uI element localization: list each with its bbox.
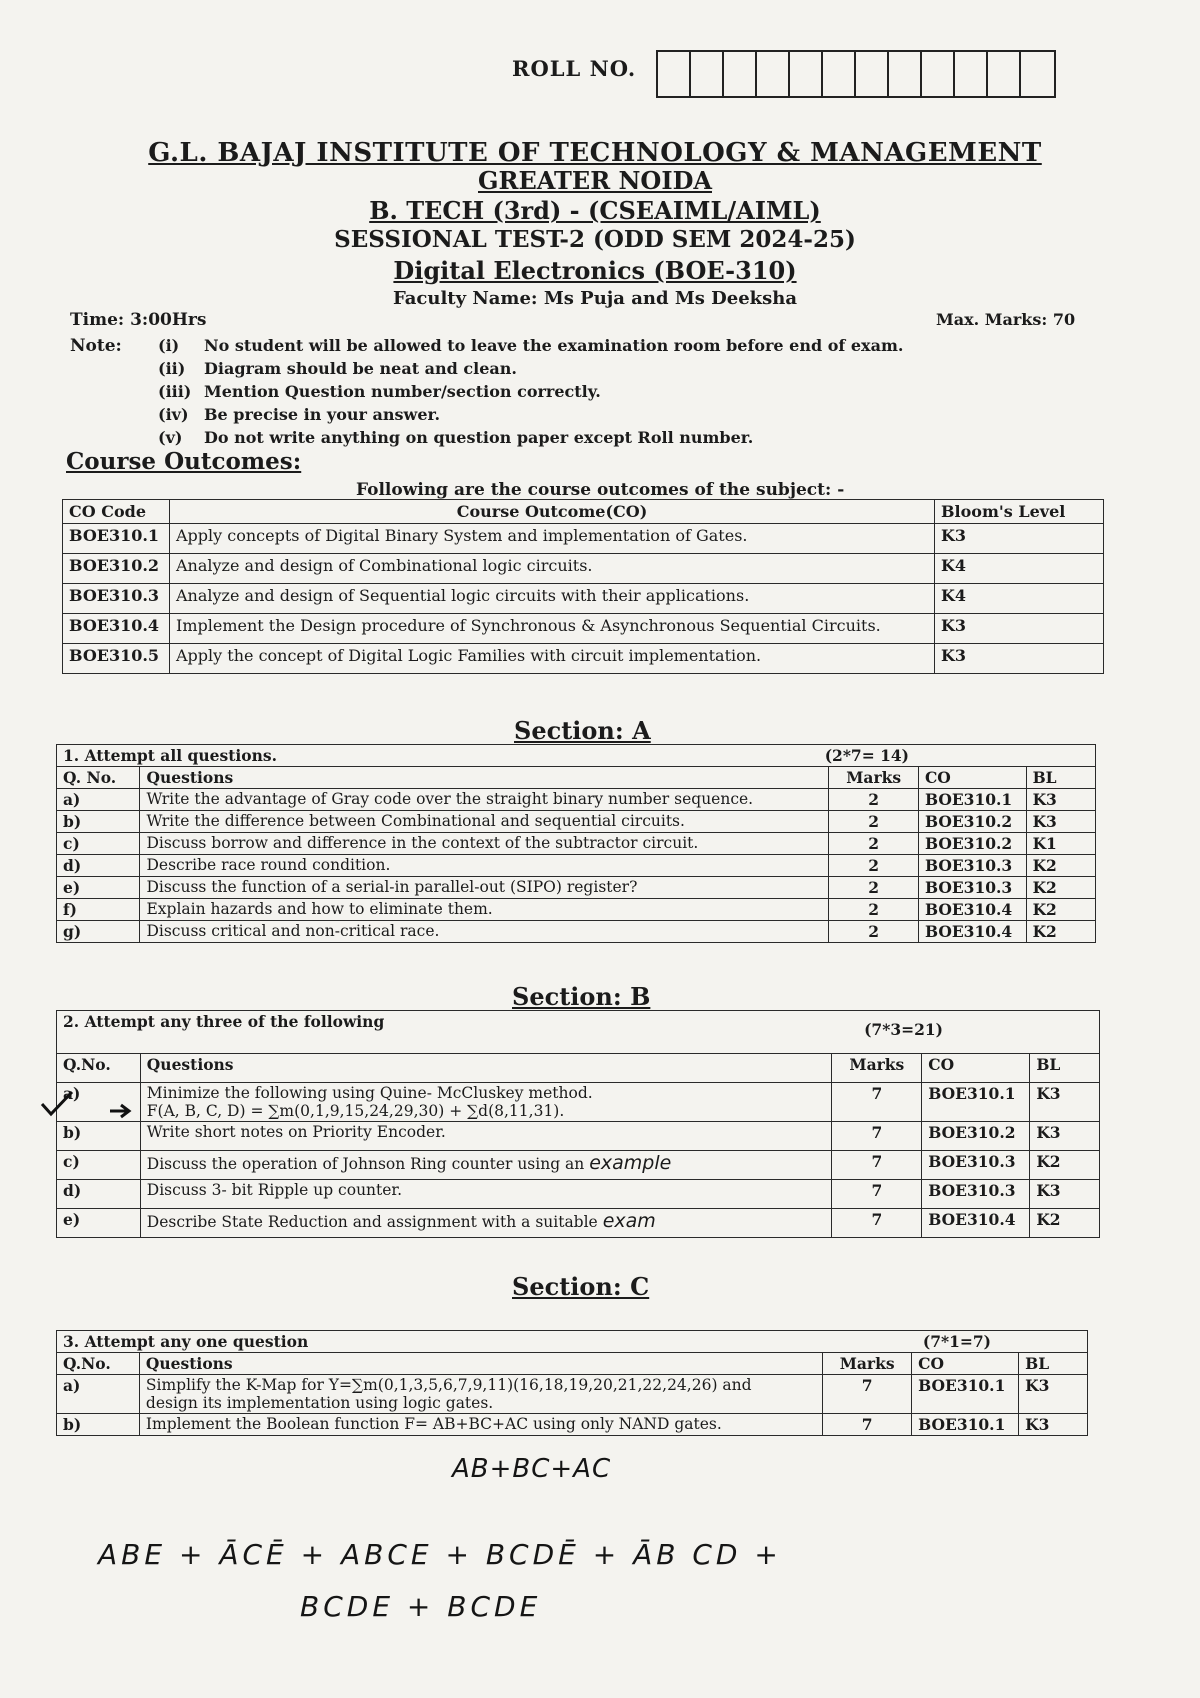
table-cell: d) [57,1180,141,1209]
table-cell: g) [57,921,140,943]
table-cell: Q.No. [57,1054,141,1083]
table-cell: a) [57,1375,140,1414]
table-header-row [57,1054,1100,1083]
table-cell: BOE310.3 [918,877,1026,899]
table-cell: Marks [832,1054,922,1083]
table-cell: Marks [829,767,919,789]
subject-title: Digital Electronics (BOE-310) [393,256,797,285]
table-cell: 7 [832,1151,922,1180]
table-cell: BOE310.4 [63,614,170,644]
section-c-instruction: 3. Attempt any one question [63,1332,309,1351]
table-cell: BOE310.4 [918,899,1026,921]
table-row [57,1375,1088,1414]
table-cell: 7 [832,1122,922,1151]
roll-number-box[interactable] [757,52,790,96]
table-cell: BOE310.1 [912,1375,1019,1414]
table-cell: b) [57,1122,141,1151]
course-outcomes-table [62,499,1104,674]
note-label: Note: [70,336,122,356]
table-cell: Implement the Design procedure of Synchronous & Asynchronous Sequential Circuits. [170,614,935,644]
table-row [57,877,1096,899]
section-b-table [56,1010,1100,1238]
table-cell: BOE310.2 [918,811,1026,833]
note-item: (ii) Diagram should be neat and clean. [158,359,517,378]
table-row [57,855,1096,877]
table-cell: 7 [832,1209,922,1238]
table-cell: Write short notes on Priority Encoder. [140,1122,832,1151]
section-a-table [56,744,1096,943]
exam-time: Time: 3:00Hrs [70,310,207,330]
roll-number-box[interactable] [823,52,856,96]
table-cell: b) [57,1414,140,1436]
instruction-row [57,745,1096,767]
question-text: design its implementation using logic gates. [145,1394,494,1412]
table-row [57,899,1096,921]
table-cell: BOE310.1 [63,524,170,554]
table-row [57,1083,1100,1122]
table-header-row [57,767,1096,789]
handwritten-expression: AB+BC+AC [452,1454,612,1484]
table-cell [57,1011,1100,1054]
question-text: Minimize the following using Quine- McCluskey method. [146,1084,593,1102]
table-cell: 2 [829,877,919,899]
table-cell: f) [57,899,140,921]
exam-title: SESSIONAL TEST-2 (ODD SEM 2024-25) [334,226,856,253]
table-cell: K3 [1030,1122,1100,1151]
table-cell: BOE310.1 [918,789,1026,811]
institute-city: GREATER NOIDA [478,166,712,195]
table-cell: K3 [935,524,1104,554]
program-name: B. TECH (3rd) - (CSEAIML/AIML) [369,196,821,225]
question-text: Describe State Reduction and assignment with a suitable [146,1213,598,1231]
roll-number-box[interactable] [988,52,1021,96]
column-header: CO Code [63,500,170,524]
table-cell [140,1151,832,1180]
table-cell: Q. No. [57,767,140,789]
table-cell: 7 [832,1083,922,1122]
handwritten-annotation: example [589,1152,672,1174]
table-row [57,1414,1088,1436]
table-cell: Write the difference between Combinational and sequential circuits. [140,811,829,833]
table-cell: BOE310.3 [922,1151,1030,1180]
table-cell: K2 [1026,899,1095,921]
table-cell: CO [922,1054,1030,1083]
table-cell [140,1083,832,1122]
section-b-marks-formula: (7*3=21) [864,1020,943,1039]
section-c-marks-formula: (7*1=7) [922,1332,991,1351]
table-cell: 2 [829,855,919,877]
table-cell: Discuss borrow and difference in the context of the subtractor circuit. [140,833,829,855]
table-row [57,833,1096,855]
table-row [57,789,1096,811]
faculty-name: Faculty Name: Ms Puja and Ms Deeksha [392,288,798,309]
table-cell: 2 [829,899,919,921]
roll-number-box[interactable] [790,52,823,96]
table-cell: Analyze and design of Sequential logic circuits with their applications. [170,584,935,614]
roll-number-box[interactable] [922,52,955,96]
table-cell: e) [57,877,140,899]
table-cell: BOE310.1 [912,1414,1019,1436]
roll-number-box[interactable] [856,52,889,96]
table-cell: K3 [1026,789,1095,811]
table-cell: Implement the Boolean function F= AB+BC+AC using only NAND gates. [139,1414,822,1436]
question-text: Discuss the operation of Johnson Ring counter using an [146,1155,585,1173]
section-c-title: Section: C [512,1272,650,1301]
table-cell [57,1331,1088,1353]
table-cell: Questions [140,767,829,789]
table-cell: K3 [935,614,1104,644]
table-cell: Apply concepts of Digital Binary System and implementation of Gates. [170,524,935,554]
max-marks: Max. Marks: 70 [936,310,1076,329]
table-row [57,1151,1100,1180]
section-a-marks-formula: (2*7= 14) [824,746,909,765]
table-cell: BOE310.2 [922,1122,1030,1151]
table-row [63,614,1104,644]
table-cell: Discuss 3- bit Ripple up counter. [140,1180,832,1209]
table-cell: BL [1030,1054,1100,1083]
roll-number-boxes[interactable] [656,50,1056,98]
table-cell: Discuss the function of a serial-in parallel-out (SIPO) register? [140,877,829,899]
table-cell: Describe race round condition. [140,855,829,877]
table-cell [57,745,1096,767]
table-cell: Questions [140,1054,832,1083]
table-row [57,811,1096,833]
table-cell: BL [1026,767,1095,789]
table-cell: K3 [1019,1414,1088,1436]
table-cell: BL [1019,1353,1088,1375]
roll-number-box[interactable] [889,52,922,96]
table-cell: Questions [139,1353,822,1375]
table-row [63,644,1104,674]
table-cell: K3 [1019,1375,1088,1414]
table-cell [140,1209,832,1238]
table-cell: K2 [1026,921,1095,943]
table-cell: BOE310.4 [918,921,1026,943]
note-item: (iii) Mention Question number/section correctly. [158,382,601,401]
table-cell: K2 [1026,855,1095,877]
note-item: (v) Do not write anything on question paper except Roll number. [158,428,754,447]
table-cell: BOE310.1 [922,1083,1030,1122]
instruction-row [57,1011,1100,1054]
table-cell: K2 [1030,1209,1100,1238]
table-cell: K3 [935,644,1104,674]
table-row [63,584,1104,614]
table-cell: BOE310.2 [918,833,1026,855]
table-cell: Discuss critical and non-critical race. [140,921,829,943]
table-cell: 2 [829,833,919,855]
table-cell: K3 [1030,1180,1100,1209]
table-cell: a) [57,789,140,811]
roll-number-label: ROLL NO. [512,56,637,81]
table-cell: d) [57,855,140,877]
table-cell: 7 [823,1375,912,1414]
section-c-table [56,1330,1088,1436]
table-cell: BOE310.2 [63,554,170,584]
table-cell: BOE310.3 [922,1180,1030,1209]
table-cell: 2 [829,789,919,811]
roll-number-box[interactable] [691,52,724,96]
checkmark-icon [40,1090,74,1118]
table-cell: e) [57,1209,141,1238]
table-cell: K1 [1026,833,1095,855]
table-cell: 7 [832,1180,922,1209]
handwritten-expression: BCDE + BCDE [300,1590,542,1623]
table-cell [139,1375,822,1414]
table-cell: c) [57,833,140,855]
table-cell: CO [918,767,1026,789]
question-text: Simplify the K-Map for Y=∑m(0,1,3,5,6,7,9,11)(16,18,19,20,21,22,24,26) and [145,1376,752,1394]
note-item: (iv) Be precise in your answer. [158,405,441,424]
table-cell: CO [912,1353,1019,1375]
column-header: Bloom's Level [935,500,1104,524]
roll-number-box[interactable] [955,52,988,96]
table-header-row [63,500,1104,524]
table-row [63,524,1104,554]
section-a-instruction: 1. Attempt all questions. [63,746,277,765]
table-cell: BOE310.5 [63,644,170,674]
table-cell: Analyze and design of Combinational logic circuits. [170,554,935,584]
question-text: F(A, B, C, D) = ∑m(0,1,9,15,24,29,30) + ∑d(8,11,31). [146,1102,565,1120]
handwritten-annotation: exam [602,1210,656,1232]
table-cell: b) [57,811,140,833]
table-cell: BOE310.4 [922,1209,1030,1238]
table-cell: Q.No. [57,1353,140,1375]
table-cell: K4 [935,554,1104,584]
table-cell: 7 [823,1414,912,1436]
table-header-row [57,1353,1088,1375]
section-b-instruction: 2. Attempt any three of the following [63,1012,385,1031]
table-cell: K3 [1026,811,1095,833]
course-outcomes-heading: Course Outcomes: [66,448,302,475]
roll-number-box[interactable] [1021,52,1054,96]
table-cell: 2 [829,921,919,943]
table-row [57,1180,1100,1209]
roll-number-box[interactable] [658,52,691,96]
table-cell: Explain hazards and how to eliminate them. [140,899,829,921]
column-header: Course Outcome(CO) [170,500,935,524]
table-cell: K2 [1030,1151,1100,1180]
instruction-row [57,1331,1088,1353]
section-b-title: Section: B [512,982,651,1011]
table-cell: BOE310.3 [918,855,1026,877]
table-cell: BOE310.3 [63,584,170,614]
table-cell: Marks [823,1353,912,1375]
table-cell: K3 [1030,1083,1100,1122]
table-cell: K4 [935,584,1104,614]
table-cell: c) [57,1151,141,1180]
table-cell: Write the advantage of Gray code over the straight binary number sequence. [140,789,829,811]
note-item: (i) No student will be allowed to leave the examination room before end of exam. [158,336,904,355]
roll-number-box[interactable] [724,52,757,96]
table-row [63,554,1104,584]
table-cell: Apply the concept of Digital Logic Families with circuit implementation. [170,644,935,674]
table-row [57,921,1096,943]
arrow-right-icon [108,1102,132,1120]
table-row [57,1122,1100,1151]
institute-name: G.L. BAJAJ INSTITUTE OF TECHNOLOGY & MANAGEMENT [148,138,1042,168]
table-cell: K2 [1026,877,1095,899]
table-cell: a) [57,1083,141,1122]
section-a-title: Section: A [514,716,651,745]
table-cell: 2 [829,811,919,833]
course-outcomes-intro: Following are the course outcomes of the subject: - [356,480,845,500]
table-row [57,1209,1100,1238]
handwritten-expression: ABE + ĀCĒ + ABCE + BCDĒ + ĀB CD + [98,1538,782,1571]
